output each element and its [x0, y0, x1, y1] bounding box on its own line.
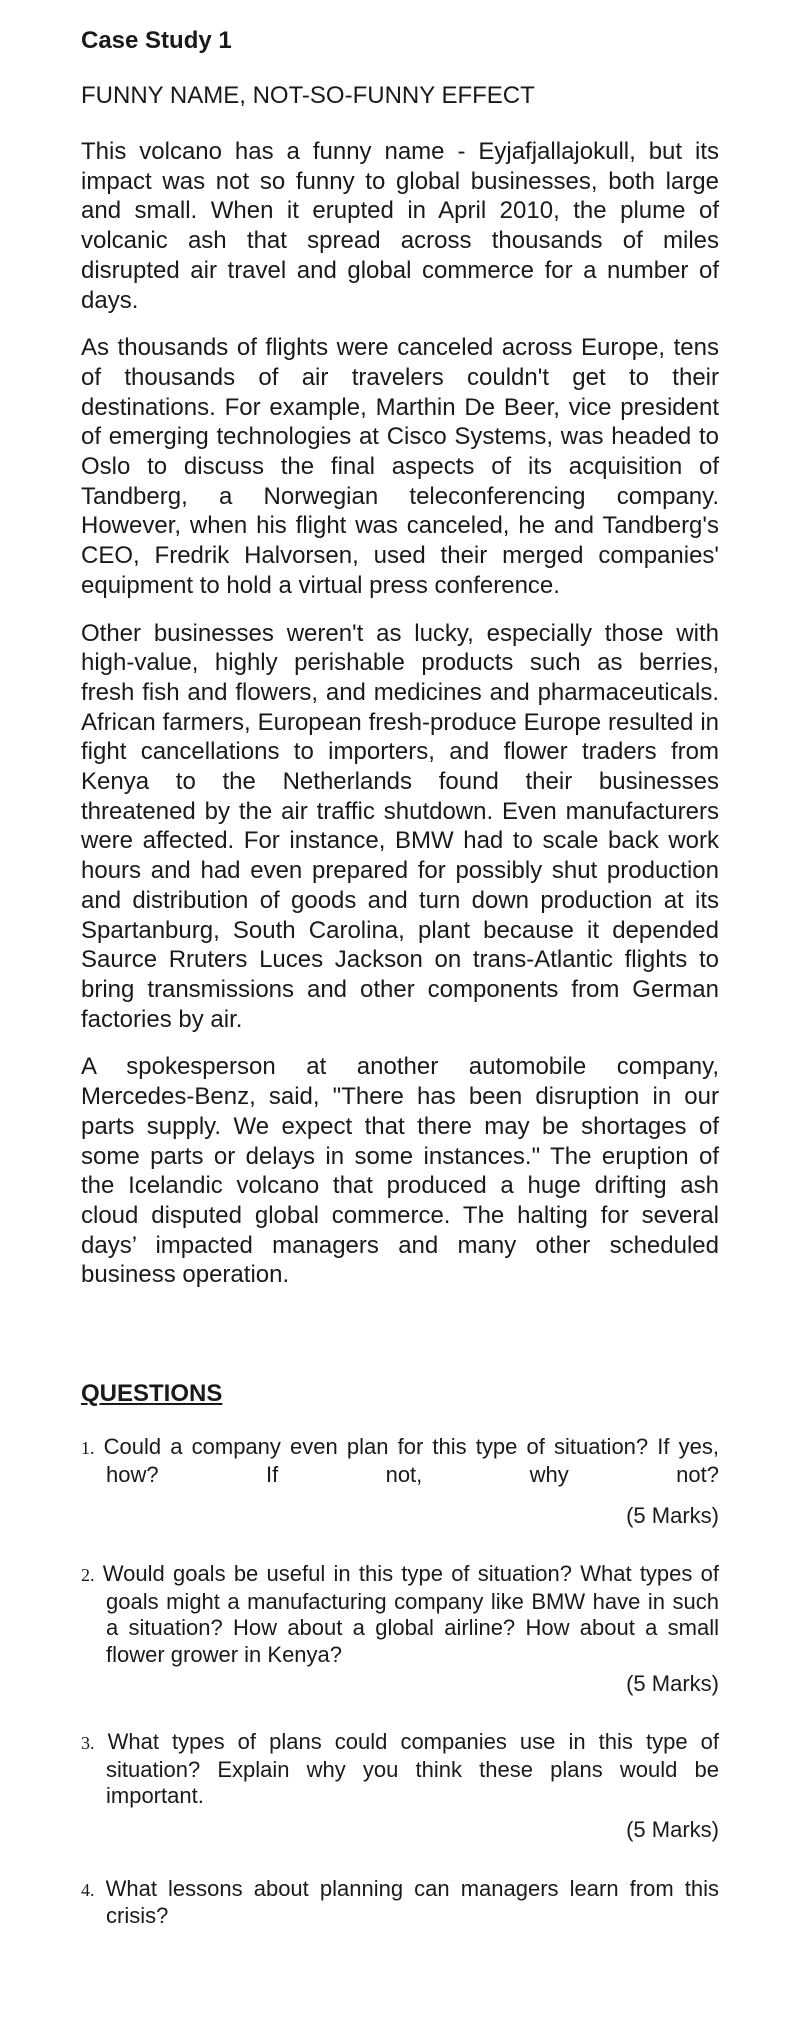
- paragraph-spokesperson: A spokesperson at another automobile company, Mercedes-Benz, said, "There has been disruption in our parts supply. We expect that there may be shortages of some parts or delays in some instances." The eruption of the Icelandic volcano that produced a huge drifting ash cloud disputed global commerce. The halting for several days’ impacted managers and many other scheduled business operation.: [81, 1053, 719, 1289]
- question-number: 1.: [81, 1438, 95, 1459]
- question-marks: (5 Marks): [626, 1503, 719, 1529]
- question-marks: (5 Marks): [626, 1671, 719, 1697]
- case-study-title: Case Study 1: [81, 27, 232, 54]
- question-text: What types of plans could companies use in this type of situation? Explain why you think these plans would be important.: [106, 1729, 719, 1809]
- question-item: [81, 1561, 719, 1668]
- question-number: 4.: [81, 1879, 95, 1900]
- question-item: [81, 1876, 719, 1930]
- question-number: 2.: [81, 1565, 95, 1586]
- document-page: [81, 24, 719, 1930]
- paragraph-flights: As thousands of flights were canceled across Europe, tens of thousands of air travelers couldn't get to their destinations. For example, Marthin De Beer, vice president of emerging technologies at Cisco Systems, was headed to Oslo to discuss the final aspects of its acquisition of Tandberg, a Norwegian teleconferencing company. However, when his flight was canceled, he and Tandberg's CEO, Fredrik Halvorsen, used their merged companies' equipment to hold a virtual press conference.: [81, 334, 719, 599]
- questions-heading: QUESTIONS: [81, 1380, 223, 1408]
- paragraph-intro: This volcano has a funny name - Eyjafjallajokull, but its impact was not so funny to global businesses, both large and small. When it erupted in April 2010, the plume of volcanic ash that spread across thousands of miles disrupted air travel and global commerce for a number of days.: [81, 138, 719, 314]
- question-number: 3.: [81, 1733, 95, 1754]
- question-item: [81, 1729, 719, 1810]
- question-text: What lessons about planning can managers learn from this crisis?: [105, 1875, 719, 1929]
- question-marks: (5 Marks): [626, 1816, 719, 1842]
- paragraph-businesses: Other businesses weren't as lucky, especially those with high-value, highly perishable products such as berries, fresh fish and flowers, and medicines and pharmaceuticals. African farmers, European fresh-produce Europe resulted in fight cancellations to importers, and flower traders from Kenya to the Netherlands found their businesses threatened by the air traffic shutdown. Even manufacturers were affected. For instance, BMW had to scale back work hours and had even prepared for possibly shut production and distribution of goods and turn down production at its Spartanburg, South Carolina, plant because it depended Saurce Rruters Luces Jackson on trans-Atlantic flights to bring transmissions and other components from German factories by air.: [81, 619, 719, 1033]
- question-item: [81, 1434, 719, 1488]
- case-study-subtitle: FUNNY NAME, NOT-SO-FUNNY EFFECT: [81, 82, 535, 109]
- question-text: Could a company even plan for this type of situation? If yes, how? If not, why not?: [103, 1434, 719, 1487]
- question-text: Would goals be useful in this type of situation? What types of goals might a manufacturing company like BMW have in such a situation? How about a global airline? How about a small flower grower in Kenya?: [102, 1561, 719, 1667]
